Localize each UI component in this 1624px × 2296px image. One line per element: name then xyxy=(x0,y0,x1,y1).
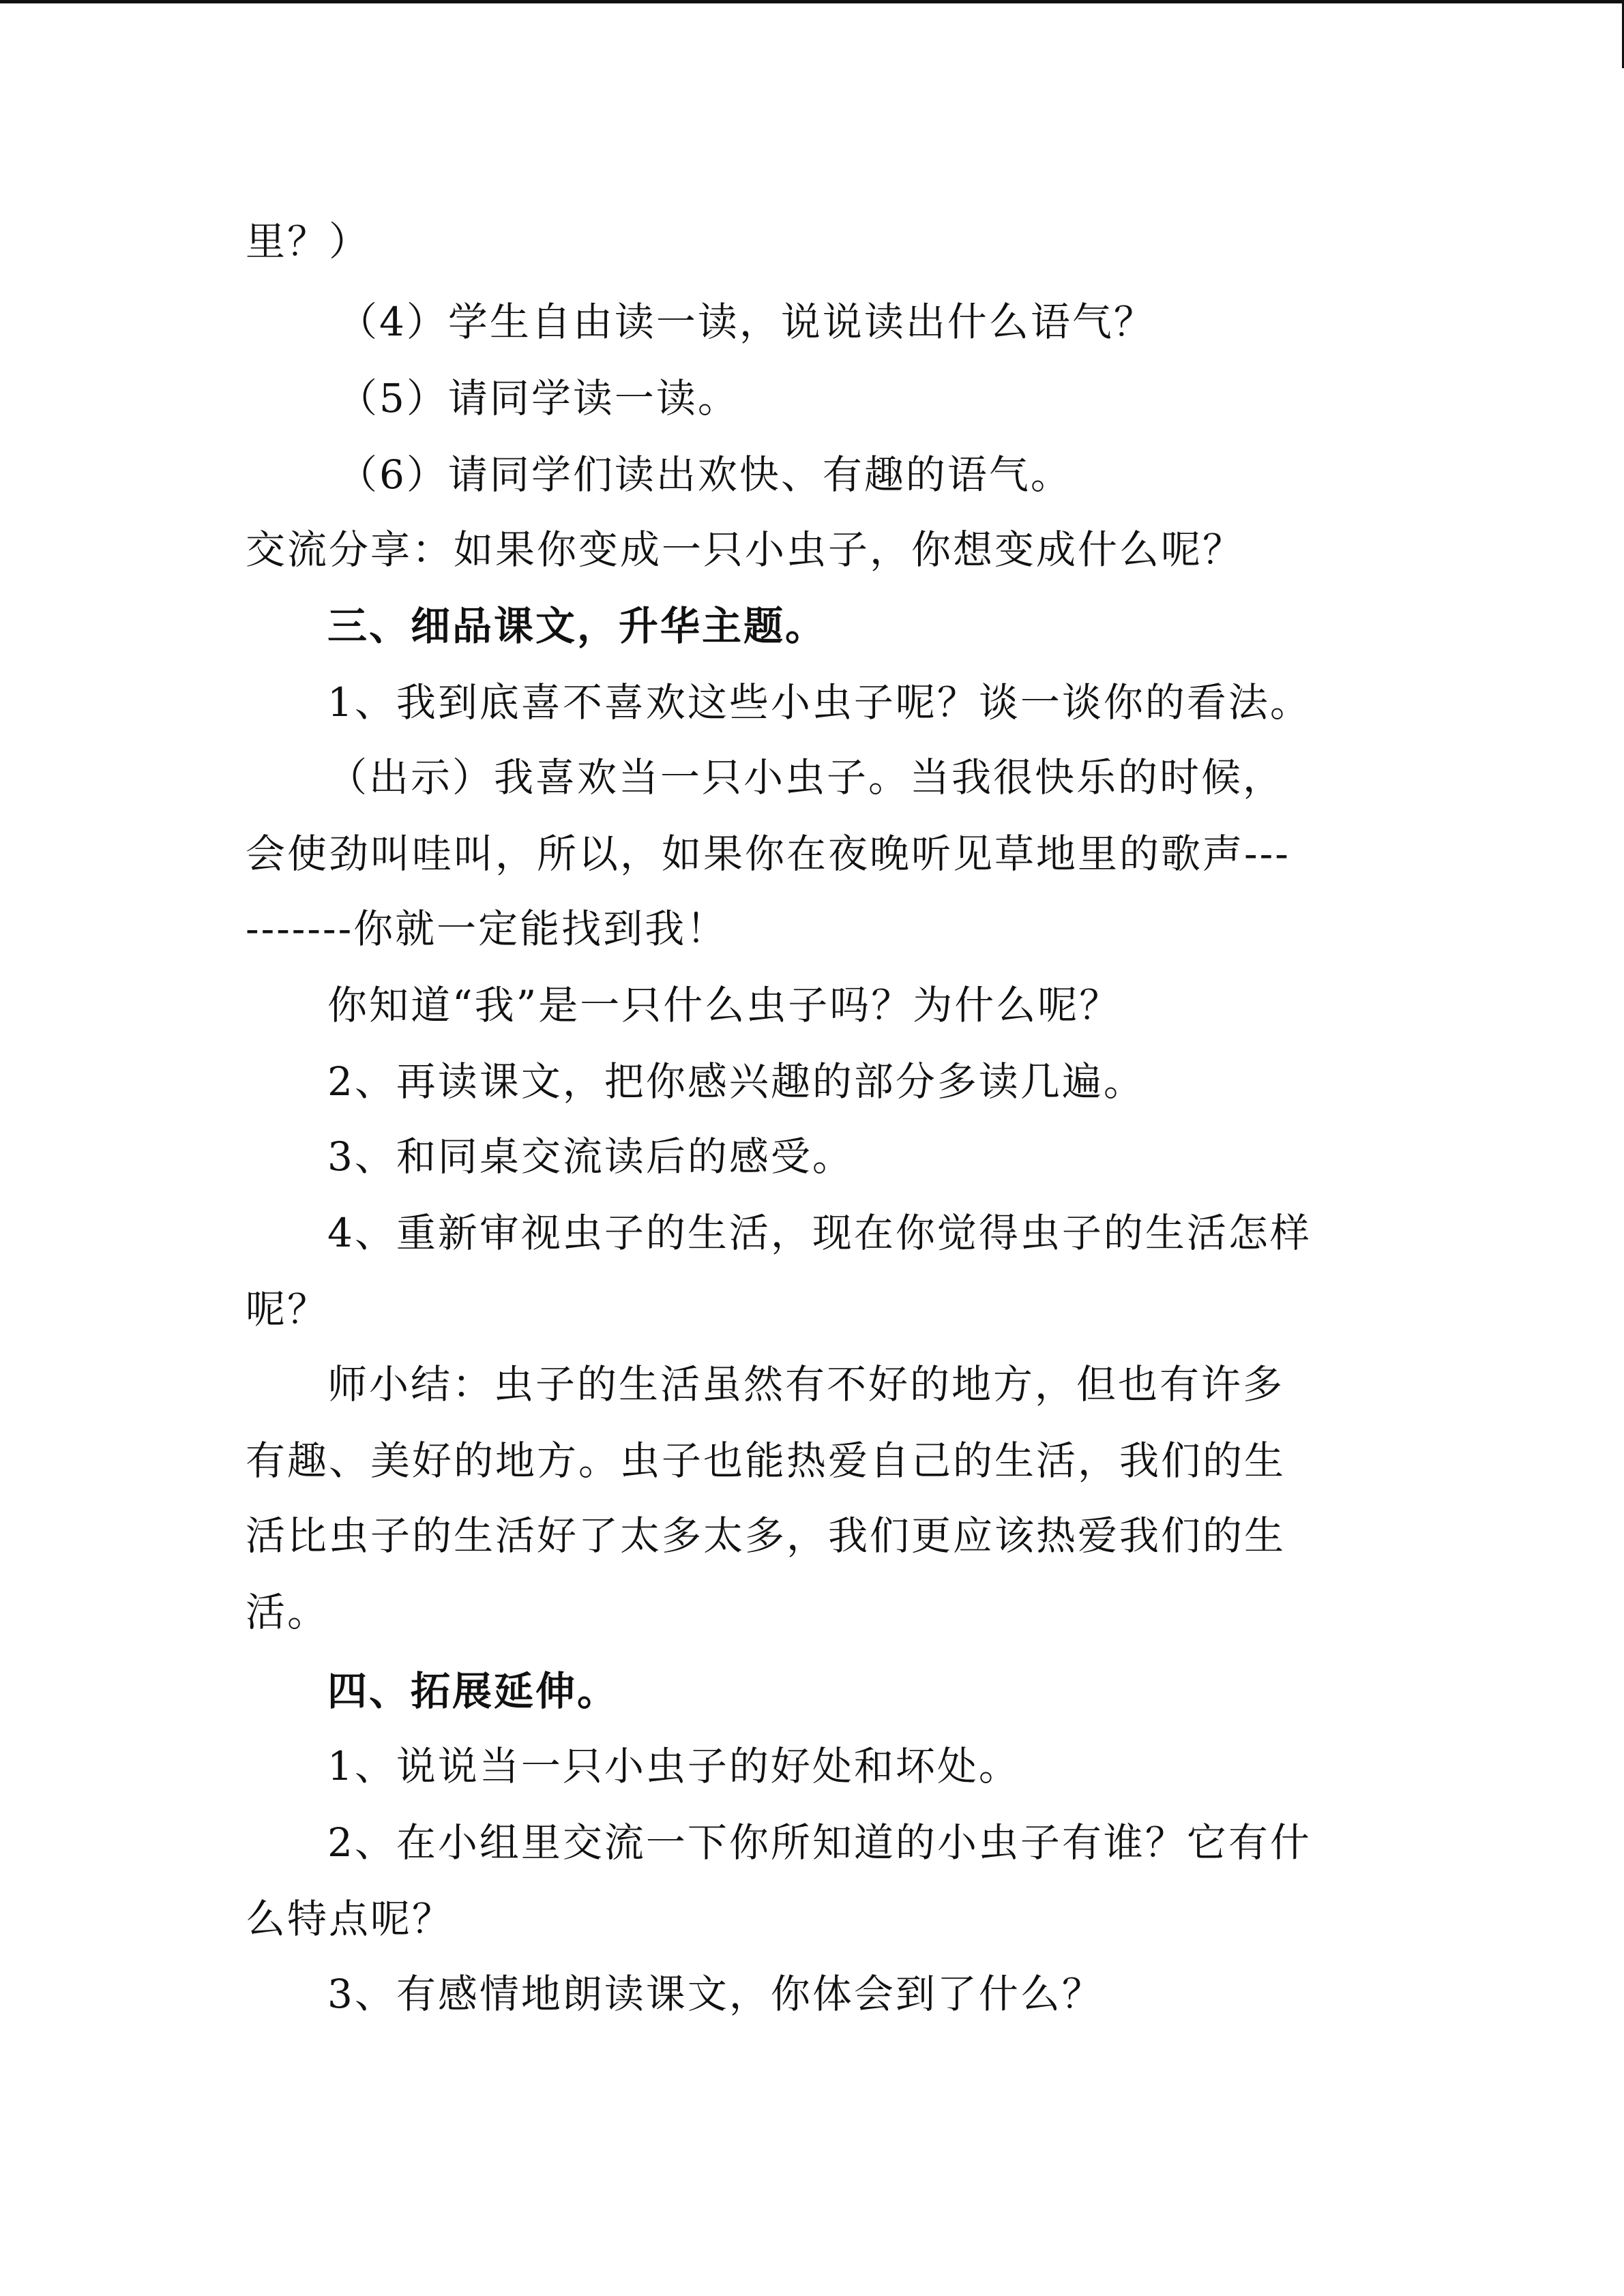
text-line: 里？） xyxy=(246,218,371,265)
text-line: 么特点呢？ xyxy=(246,1896,454,1942)
text-line: 2、在小组里交流一下你所知道的小虫子有谁？它有什 xyxy=(327,1819,1312,1866)
text-line: （6）请同学们读出欢快、有趣的语气。 xyxy=(338,451,1072,498)
text-line: 师小结：虫子的生活虽然有不好的地方，但也有许多 xyxy=(327,1361,1285,1407)
text-line: （出示）我喜欢当一只小虫子。当我很快乐的时候， xyxy=(327,754,1285,801)
text-line: -------你就一定能找到我！ xyxy=(246,906,728,952)
text-line: （4）学生自由读一读，说说读出什么语气？ xyxy=(338,299,1155,345)
text-line: 1、说说当一只小虫子的好处和坏处。 xyxy=(327,1743,1020,1789)
section-heading: 四、拓展延伸。 xyxy=(327,1668,619,1714)
text-line: 2、再读课文，把你感兴趣的部分多读几遍。 xyxy=(327,1058,1145,1105)
text-line: 活比虫子的生活好了太多太多，我们更应该热爱我们的生 xyxy=(246,1512,1286,1559)
text-line: 呢？ xyxy=(246,1286,329,1332)
text-line: 有趣、美好的地方。虫子也能热爱自己的生活，我们的生 xyxy=(246,1437,1286,1484)
text-line: 3、有感情地朗读课文，你体会到了什么？ xyxy=(327,1971,1104,2017)
text-line: 4、重新审视虫子的生活，现在你觉得虫子的生活怎样 xyxy=(327,1210,1312,1256)
text-line: 会使劲叫哇叫，所以，如果你在夜晚听见草地里的歌声--- xyxy=(246,831,1290,877)
text-line: 你知道“我”是一只什么虫子吗？为什么呢？ xyxy=(327,982,1121,1028)
text-line: 交流分享：如果你变成一只小虫子，你想变成什么呢？ xyxy=(246,526,1245,573)
section-heading: 三、细品课文，升华主题。 xyxy=(327,603,827,649)
text-line: （5）请同学读一读。 xyxy=(338,375,739,421)
top-border-line xyxy=(0,0,1624,3)
text-line: 活。 xyxy=(246,1589,329,1635)
text-line: 1、我到底喜不喜欢这些小虫子呢？谈一谈你的看法。 xyxy=(327,679,1312,726)
text-line: 3、和同桌交流读后的感受。 xyxy=(327,1133,854,1180)
